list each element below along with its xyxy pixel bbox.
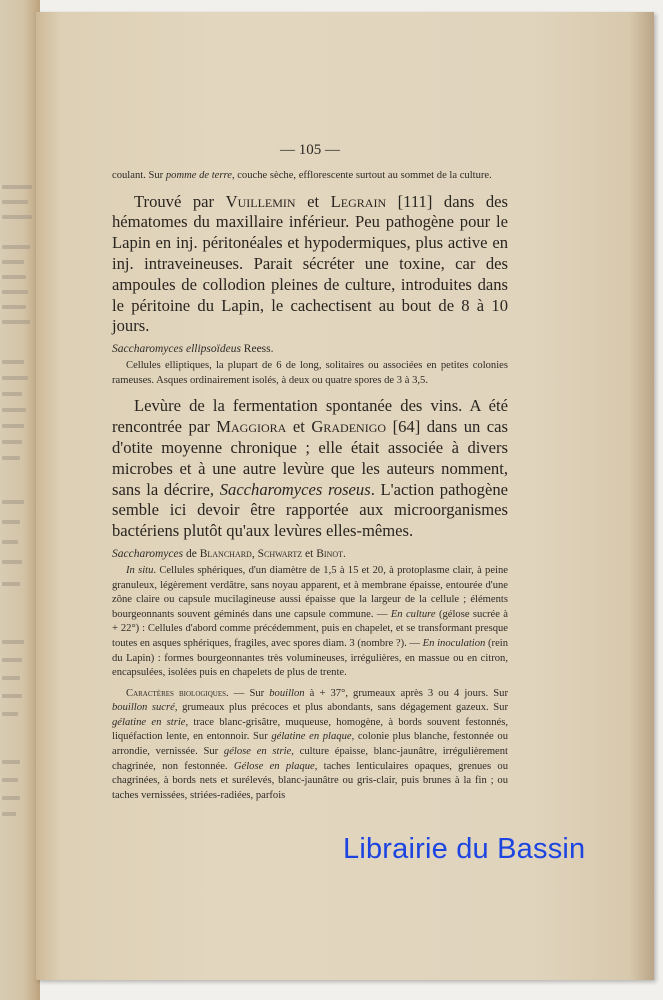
paragraph-in-situ: In situ. Cellules sphériques, d'un diamètre de 1,5 à 15 et 20, à protoplasme clair, à peine granuleux, légèrement verdâtre, sans noyau apparent, et à membrane épaisse, entourée d'une zône claire ou capsule mucilagineuse aussi épaisse que la largeur de la cellule ; éléments bourgeonnants souvent géminés dans une capsule commune. — En culture (gélose sucrée à + 22°) : Cellules d'abord comme précédemment, puis en chapelet, et se transformant presque toutes en asques sphériques, fragiles, avec spores diam. 3 (nombre ?). — En inoculation (rein du Lapin) : formes bourgeonnantes très volumineuses, irrégulières, en massue ou en citron, encapsulées, isolées puis en chapelets de plus de trente. — [112, 564, 509, 679]
facing-page-text-fragment — [2, 305, 26, 309]
facing-page-text-fragment — [2, 408, 26, 412]
facing-page-text-fragment — [2, 500, 24, 504]
facing-page-text-fragment — [2, 676, 20, 680]
facing-page-text-fragment — [2, 560, 22, 564]
facing-page-text-fragment — [2, 520, 20, 524]
facing-page-text-fragment — [2, 778, 18, 782]
paragraph-caracteres-biologiques: Caractères biologiques. — Sur bouillon à + 37°, grumeaux après 3 ou 4 jours. Sur bouillon sucré, grumeaux plus précoces et plus abondants, sans dégagement gazeux. Sur gélatine en strie, trace blanc-grisâtre, muqueuse, homogène, à bords souvent festonnés, liquéfaction lente, en entonnoir. Sur gélatine en plaque, colonie plus blanche, festonnée ou arrondie, vernissée. Sur gélose en strie, culture épaisse, blanc-jaunâtre, irrégulièrement chagrinée, non festonnée. Gélose en plaque, taches lenticulaires opaques, grenues ou chagrinées, à bords nets et surélevés, blanc-jaunâtre ou gris-clair, puis brunes à la fin ; ou taches vernissées, striées-radiées, parfois — [112, 687, 509, 801]
facing-page-text-fragment — [2, 658, 22, 662]
facing-page-text-fragment — [2, 215, 32, 219]
facing-page-text-fragment — [2, 456, 20, 460]
facing-page-text-fragment — [2, 440, 22, 444]
paragraph-vuillemin: Trouvé par Vuillemin et Legrain [111] dans des hématomes du maxillaire inférieur. Peu pathogène pour le Lapin en inj. péritonéales et hypodermiques, plus active en inj. intraveineuses. Parait sécréter une toxine, car des ampoules de collodion pleines de culture, introduites dans le péritoine du Lapin, le cachectisent au bout de 8 à 10 jours. — [112, 191, 508, 336]
facing-page-text-fragment — [2, 290, 28, 294]
facing-page-text-fragment — [2, 185, 32, 189]
facing-page-text-fragment — [2, 260, 24, 264]
left-page-edge — [0, 0, 40, 1000]
species-heading-blanchard: Saccharomyces de Blanchard, Schwartz et Binot. — [112, 547, 346, 560]
facing-page-text-fragment — [2, 376, 28, 380]
paragraph-continuation: coulant. Sur pomme de terre, couche sèche, efflorescente surtout au sommet de la culture. — [112, 170, 492, 181]
facing-page-text-fragment — [2, 360, 24, 364]
facing-page-text-fragment — [2, 245, 30, 249]
facing-page-text-fragment — [2, 712, 18, 716]
facing-page-text-fragment — [2, 275, 26, 279]
page-text — [112, 142, 508, 803]
facing-page-text-fragment — [2, 200, 28, 204]
facing-page-text-fragment — [2, 392, 22, 396]
facing-page-text-fragment — [2, 694, 22, 698]
facing-page-text-fragment — [2, 320, 30, 324]
paragraph-levure: Levùre de la fermentation spontanée des vins. A été rencontrée par Maggiora et Gradenigo [64] dans un cas d'otite moyenne chronique ; elle était associée à divers microbes et à une autre levùre que les auteurs nomment, sans la décrire, Saccharomyces roseus. L'action pathogène semble ici devoir être rapportée aux microorganismes bactériens plutôt qu'aux levùres elles-mêmes. — [112, 396, 508, 541]
facing-page-text-fragment — [2, 424, 24, 428]
facing-page-text-fragment — [2, 540, 18, 544]
paragraph-ellipsoideus-description: Cellules elliptiques, la plupart de 6 de long, solitaires ou associées en petites colonies rameuses. Asques ordinairement isolés, à deux ou quatre spores de 3 à 3,5. — [112, 360, 508, 386]
facing-page-text-fragment — [2, 760, 20, 764]
facing-page-text-fragment — [2, 796, 20, 800]
facing-page-text-fragment — [2, 640, 24, 644]
species-heading-ellipsoideus: Saccharomyces ellipsoïdeus Reess. — [112, 343, 274, 356]
facing-page-text-fragment — [2, 812, 16, 816]
watermark: Librairie du Bassin — [343, 833, 586, 865]
facing-page-text-fragment — [2, 582, 20, 586]
page-number: — 105 — — [280, 142, 340, 158]
